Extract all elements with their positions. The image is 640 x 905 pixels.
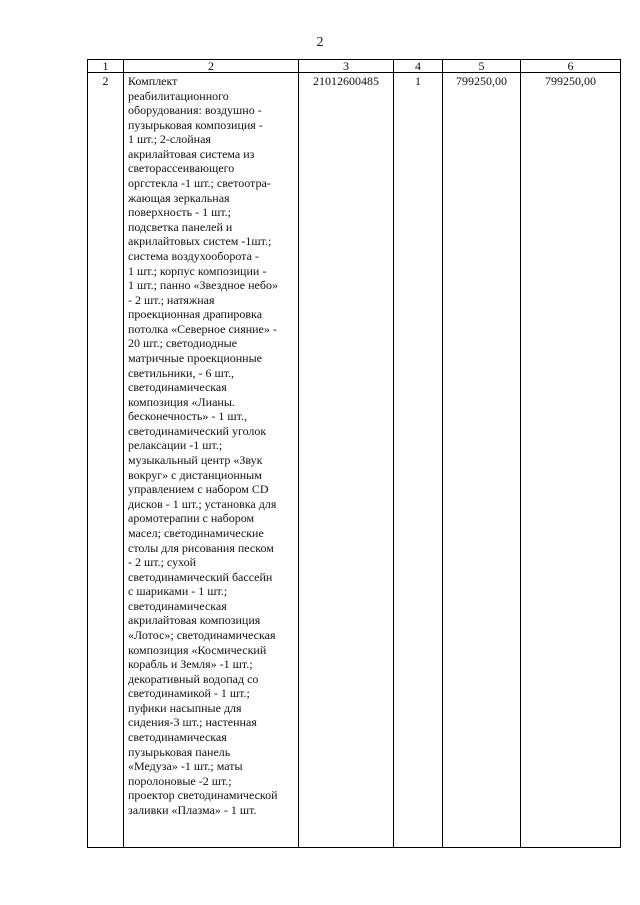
description-line: потолка «Северное сияние» - [128,321,277,336]
description-line: 20 шт.; светодиодные [128,336,238,351]
description-line: светодинамический бассейн [128,569,273,584]
page-number: 2 [316,35,324,50]
description-line: проекционная драпировка [128,307,263,322]
description-line: пузырьковая панель [128,744,231,759]
description-line: подсветка панелей и [128,219,233,234]
description-line: 1 шт.; корпус композиции - [128,263,267,278]
description-line: акрилайтовая композиция [128,613,261,628]
description-line: светильники, - 6 шт., [128,365,235,380]
quantity-cell: 1 [394,73,443,848]
description-line: акрилайтовых систем -1шт.; [128,234,272,249]
column-header-6: 6 [521,60,621,73]
row-number-cell: 2 [88,73,124,848]
column-header-2: 2 [124,60,299,73]
column-header-5: 5 [443,60,521,73]
description-line: композиция «Космический [128,642,267,657]
column-header-1: 1 [88,60,124,73]
description-line: поверхность - 1 шт.; [128,205,232,220]
description-line: - 2 шт.; натяжная [128,292,215,307]
description-line: светодинамическая [128,730,227,745]
description-line: светодинамическая [128,380,227,395]
description-line: Комплект [128,74,178,88]
description-line: столы для рисования песком [128,540,274,555]
description-line: бесконечность» - 1 шт., [128,409,247,424]
description-line: 1 шт.; панно «Звездное небо» [128,278,278,293]
specification-table [87,59,621,848]
description-line: декоративный водопад со [128,671,259,686]
description-line: музыкальный центр «Звук [128,453,263,468]
description-line: реабилитационного [128,88,229,103]
column-header-3: 3 [299,60,394,73]
description-line: вокруг» с дистанционным [128,467,262,482]
description-line: композиция «Лианы. [128,394,235,409]
description-line: «Лотос»; светодинамическая [128,627,276,642]
description-line: «Медуза» -1 шт.; маты [128,759,243,774]
description-line: светодинамическая [128,598,227,613]
description-line: - 2 шт.; сухой [128,555,197,570]
description-line: оргстекла -1 шт.; светоотра- [128,176,271,191]
description-line: пузырьковая композиция - [128,117,263,132]
description-line: сидения-3 шт.; настенная [128,715,257,730]
description-line: система воздухооборота - [128,248,259,263]
description-line: релаксации -1 шт.; [128,438,223,453]
description-line: корабль и Земля» -1 шт.; [128,657,253,672]
description-line: акрилайтовая система из [128,146,255,161]
description-line: поролоновые -2 шт.; [128,773,232,788]
description-line: с шариками - 1 шт.; [128,584,228,599]
code-cell: 21012600485 [299,73,394,848]
description-line: светодинамический уголок [128,423,267,438]
description-line: пуфики насыпные для [128,700,242,715]
description-line: светорассеивающего [128,161,235,176]
description-line: аромотерапии с набором [128,511,255,526]
column-header-4: 4 [394,60,443,73]
description-line: заливки «Плазма» - 1 шт. [128,802,257,817]
description-line: управлением с набором CD [128,482,269,497]
description-line: светодинамикой - 1 шт.; [128,686,250,701]
description-line: 1 шт.; 2-слойная [128,132,211,147]
total-cell: 799250,00 [521,73,621,848]
description-line: жающая зеркальная [128,190,230,205]
price-cell: 799250,00 [443,73,521,848]
table-row [88,73,621,848]
table-header-row [88,60,621,73]
description-line: масел; светодинамические [128,525,264,540]
description-line: дисков - 1 шт.; установка для [128,496,277,511]
description-line: оборудования: воздушно - [128,103,262,118]
description-cell [124,73,299,848]
description-line: матричные проекционные [128,350,262,365]
description-line: проектор светодинамической [128,788,278,803]
